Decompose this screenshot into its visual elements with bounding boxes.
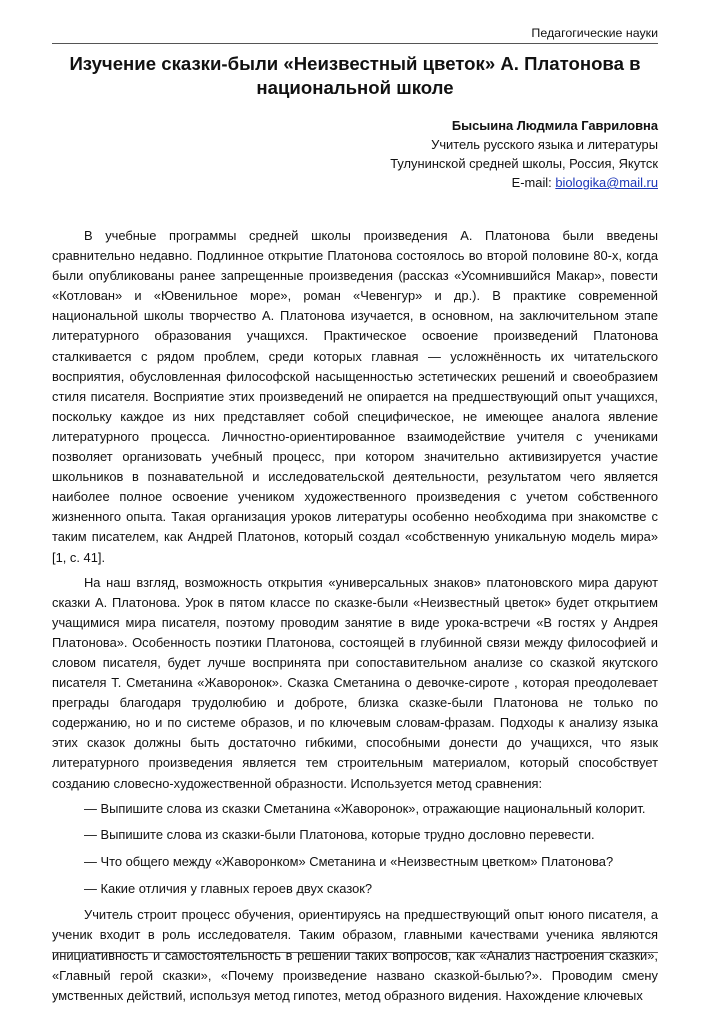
author-name: Бысыина Людмила Гавриловна: [451, 118, 658, 133]
header-rule: [52, 43, 658, 44]
question-item: — Какие отличия у главных героев двух сказок?: [84, 880, 373, 896]
email-label: E-mail:: [511, 175, 552, 190]
article-title: Изучение сказки-были «Неизвестный цветок» А. Платонова в национальной школе: [69, 53, 641, 98]
footer-rule: [52, 952, 658, 953]
author-block: [390, 116, 658, 192]
question-item: — Выпишите слова из сказки Сметанина «Жаворонок», отражающие национальный колорит.: [84, 800, 646, 816]
paragraph-3: Учитель строит процесс обучения, ориентируясь на предшествующий опыт юного писателя, а ученик входит в роль исследователя. Таким образом, главными качествами ученика являются инициативность и самостоятельность в решении таких вопросов, как «Анализ настроения сказки», «Главный герой сказки», «Почему произведение названо сказкой-былью?». Проводим смену умственных действий, используя метод гипотез, метод образного видения. Нахождение ключевых: [52, 907, 658, 1003]
article-body: [52, 226, 658, 1011]
paragraph-2: На наш взгляд, возможность открытия «универсальных знаков» платоновского мира даруют сказки А. Платонова. Урок в пятом классе по сказке-были «Неизвестный цветок» будет открытием учащимися мира писателя, поэтому проводим занятие в виде урока-встречи «В гостях у Андрея Платонова». Особенность поэтики Платонова, состоящей в глубинной связи между философией и словом писателя, будет лучше воспринята при сопоставительном анализе со сказкой якутского писателя Т. Сметанина «Жаворонок». Сказка Сметанина о девочке-сироте , которая преодолевает преграды благодаря трудолюбию и доброте, близка сказке-были Платонова не только по содержанию, но и по системе образов, и по ключевым словам-фразам. Подходы к анализу языка этих сказок должны быть достаточно гибкими, способными донести до учащихся, что язык литературного произведения является тем строительным материалом, который способствует созданию словесно-художественной образности. Используется метод сравнения:: [52, 574, 658, 791]
running-header: Педагогические науки: [531, 26, 658, 40]
paragraph-1: В учебные программы средней школы произведения А. Платонова были введены сравнительно недавно. Подлинное открытие Платонова состоялось во второй половине 80-х, когда были опубликованы ранее запрещенные произведения (рассказ «Усомнившийся Макар», повести «Котлован» и «Ювенильное море», роман «Чевенгур» и др.). В практике современной национальной школы творчество А. Платонова изучается, в основном, на заключительном этапе литературного образования учащихся. Практическое освоение произведений Платонова сталкивается с рядом проблем, среди которых главная — усложнённость их читательского восприятия, обусловленная философской насыщенностью эстетических решений и своеобразием стиля писателя. Восприятие этих произведений не опирается на предшествующий опыт учащихся, поскольку каждое из них представляет собой специфическое, не имеющее аналога явление литературного процесса. Личностно-ориентированное взаимодействие учителя с учениками позволяет организовать учебный процесс, при котором значительно активизируется участие школьников в познавательной и исследовательской деятельности, результатом чего является наиболее полное освоение учеником художественного произведения с учетом собственного жизненного опыта. Такая организация уроков литературы особенно необходима при знакомстве с таким писателем, как Андрей Платонов, который создал «собственную уникальную модель мира» [1, с. 41].: [52, 228, 658, 565]
author-position: Учитель русского языка и литературы: [431, 137, 658, 152]
email-link[interactable]: biologika@mail.ru: [555, 175, 658, 190]
question-item: — Выпишите слова из сказки-были Платонова, которые трудно дословно перевести.: [84, 827, 595, 843]
author-email-line: [390, 173, 658, 192]
author-school: Тулунинской средней школы, Россия, Якутск: [390, 156, 658, 171]
question-list: [52, 799, 658, 899]
question-item: — Что общего между «Жаворонком» Сметанина и «Неизвестным цветком» Платонова?: [84, 854, 614, 869]
